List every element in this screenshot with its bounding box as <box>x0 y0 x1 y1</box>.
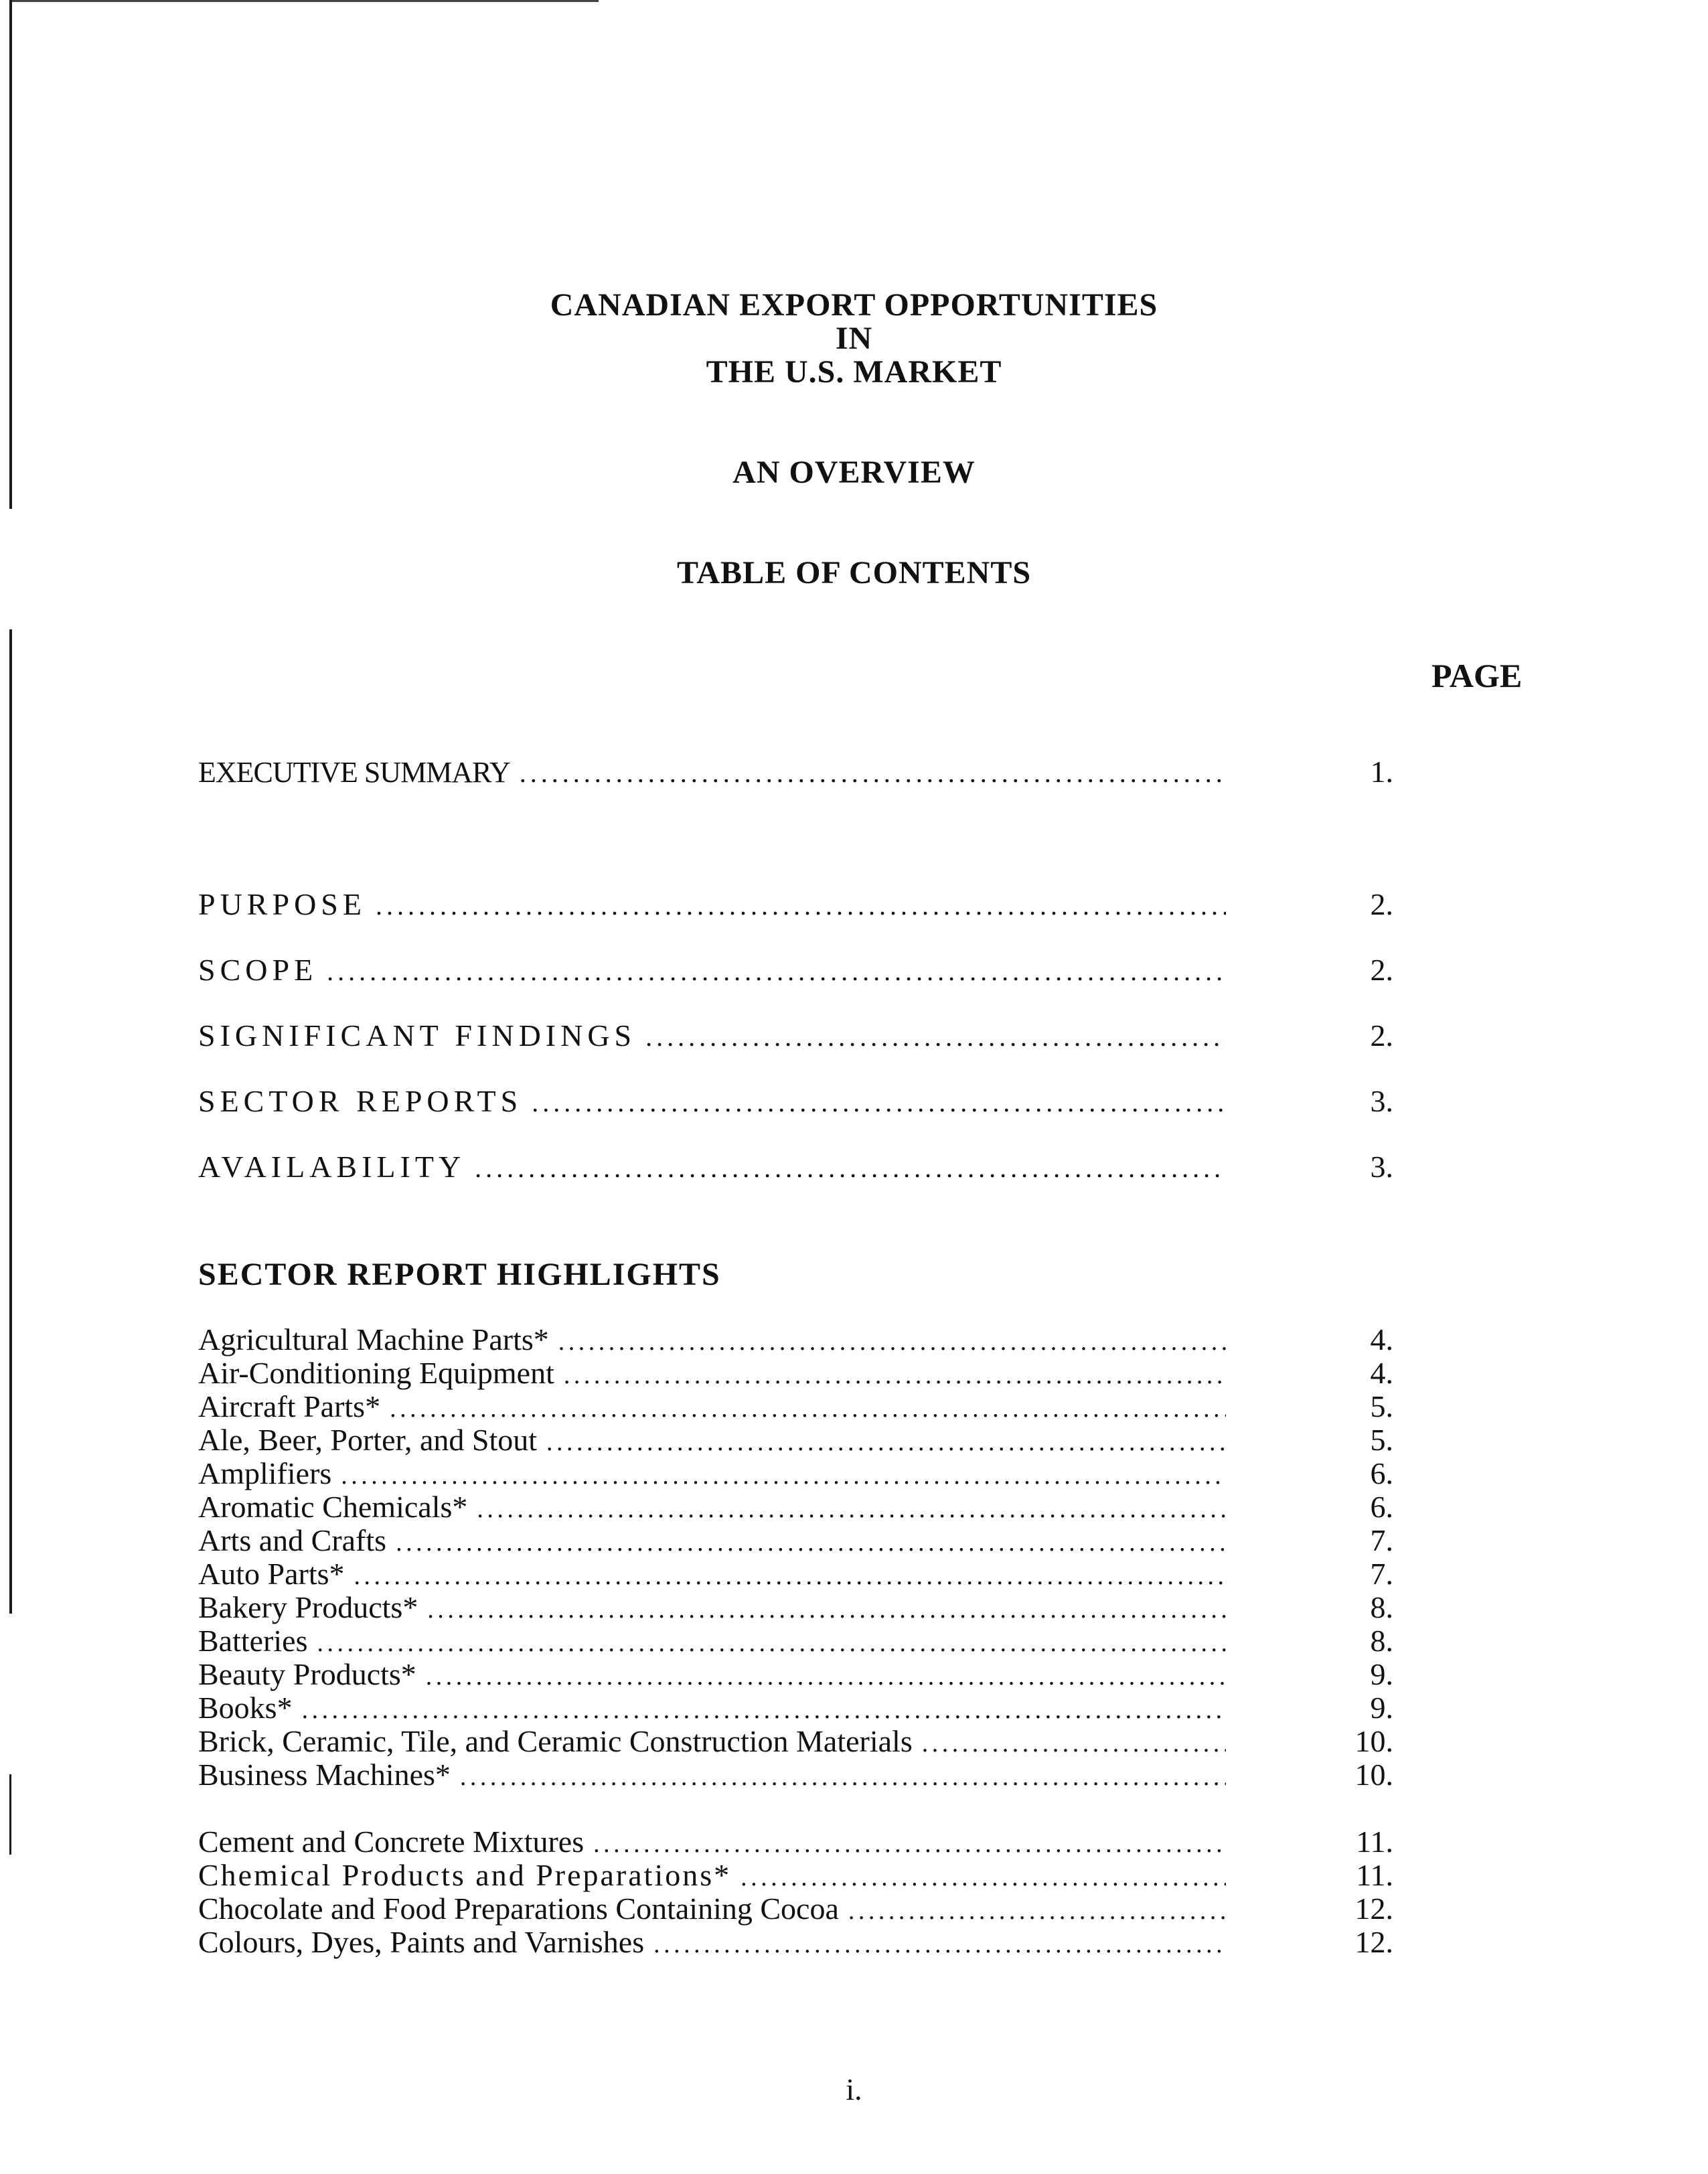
sector-entry <box>198 1893 1393 1924</box>
toc-entry-label: AVAILABILITY <box>198 1150 466 1184</box>
document-title-line-2: IN <box>835 321 873 356</box>
sector-entry-label: Ale, Beer, Porter, and Stout <box>198 1423 538 1457</box>
toc-entry <box>198 757 1393 787</box>
sector-entry <box>198 1458 1393 1489</box>
sector-entry-page: 12. <box>1354 1925 1393 1959</box>
page-column-label: PAGE <box>1431 657 1523 694</box>
sector-entry-label: Air-Conditioning Equipment <box>198 1356 554 1390</box>
leader-dots <box>653 1932 1226 1957</box>
sector-entry-page: 8. <box>1370 1624 1393 1658</box>
sector-entry-label: Aromatic Chemicals* <box>198 1490 468 1524</box>
leader-dots <box>558 1329 1226 1354</box>
sector-entry <box>198 1860 1393 1891</box>
page-number: i. <box>846 2072 862 2106</box>
sector-entry-label: Beauty Products* <box>198 1657 416 1691</box>
document-subtitle: AN OVERVIEW <box>732 455 976 490</box>
toc-entry-page: 3. <box>1370 1084 1393 1118</box>
leader-dots <box>477 1496 1226 1522</box>
sector-entry-label: Aircraft Parts* <box>198 1389 381 1423</box>
sector-entry <box>198 1927 1393 1958</box>
toc-entry-page: 1. <box>1370 755 1393 789</box>
toc-entry-label: SCOPE <box>198 953 318 987</box>
document-title-line-3: THE U.S. MARKET <box>706 354 1002 390</box>
sector-entry-page: 6. <box>1370 1490 1393 1524</box>
sector-entry-page: 10. <box>1354 1724 1393 1758</box>
sector-entry <box>198 1559 1393 1589</box>
toc-entry-label: SIGNIFICANT FINDINGS <box>198 1018 637 1053</box>
leader-dots <box>520 760 1226 787</box>
leader-dots <box>426 1664 1226 1689</box>
sector-entry-page: 5. <box>1370 1423 1393 1457</box>
sector-entry <box>198 1659 1393 1690</box>
leader-dots <box>327 958 1226 985</box>
scan-edge-left <box>9 629 12 1614</box>
leader-dots <box>922 1731 1226 1756</box>
sector-entry <box>198 1492 1393 1523</box>
sector-entry-label: Brick, Ceramic, Tile, and Ceramic Construction Materials <box>198 1724 913 1758</box>
toc-entry <box>198 1152 1393 1182</box>
sector-report-highlights-heading: SECTOR REPORT HIGHLIGHTS <box>198 1257 721 1292</box>
sector-entry-label: Colours, Dyes, Paints and Varnishes <box>198 1925 645 1959</box>
sector-entry-label: Agricultural Machine Parts* <box>198 1322 549 1356</box>
sector-entry-page: 9. <box>1370 1657 1393 1691</box>
toc-entry-page: 2. <box>1370 953 1393 987</box>
scan-edge-left <box>9 1774 11 1855</box>
leader-dots <box>390 1396 1226 1421</box>
sector-entry-label: Amplifiers <box>198 1456 332 1490</box>
leader-dots <box>427 1597 1226 1622</box>
sector-entry-page: 6. <box>1370 1456 1393 1490</box>
sector-entry-page: 7. <box>1370 1557 1393 1591</box>
leader-dots <box>317 1630 1227 1656</box>
toc-entry-label: SECTOR REPORTS <box>198 1084 523 1118</box>
toc-entry <box>198 955 1393 986</box>
sector-entry-page: 10. <box>1354 1758 1393 1792</box>
leader-dots <box>376 892 1226 919</box>
sector-entry-page: 12. <box>1354 1891 1393 1926</box>
sector-entry-page: 4. <box>1370 1322 1393 1356</box>
sector-entry <box>198 1324 1393 1355</box>
toc-entry-page: 2. <box>1370 887 1393 921</box>
leader-dots <box>396 1530 1226 1555</box>
toc-entry-page: 2. <box>1370 1018 1393 1053</box>
sector-entry <box>198 1391 1393 1422</box>
leader-dots <box>302 1697 1226 1723</box>
sector-entry-label: Auto Parts* <box>198 1557 345 1591</box>
toc-entry-page: 3. <box>1370 1150 1393 1184</box>
sector-entry <box>198 1525 1393 1556</box>
sector-entry <box>198 1726 1393 1757</box>
sector-entry-page: 4. <box>1370 1356 1393 1390</box>
sector-entry-label: Business Machines* <box>198 1758 451 1792</box>
sector-entry-label: Batteries <box>198 1624 308 1658</box>
sector-entry <box>198 1626 1393 1656</box>
document-title-line-1: CANADIAN EXPORT OPPORTUNITIES <box>550 287 1158 323</box>
leader-dots <box>341 1463 1226 1488</box>
sector-entry-label: Books* <box>198 1691 293 1725</box>
leader-dots <box>546 1429 1226 1455</box>
toc-entry <box>198 1086 1393 1117</box>
sector-entry-page: 5. <box>1370 1389 1393 1423</box>
sector-entry-page: 11. <box>1356 1824 1393 1859</box>
leader-dots <box>848 1898 1226 1924</box>
leader-dots <box>354 1563 1227 1589</box>
leader-dots <box>532 1089 1226 1116</box>
sector-entry-page: 9. <box>1370 1691 1393 1725</box>
sector-entry-page: 7. <box>1370 1523 1393 1557</box>
sector-entry-label: Arts and Crafts <box>198 1523 387 1557</box>
sector-entry-label: Cement and Concrete Mixtures <box>198 1824 585 1859</box>
leader-dots <box>741 1865 1226 1890</box>
sector-entry <box>198 1592 1393 1623</box>
leader-dots <box>593 1831 1226 1857</box>
sector-entry <box>198 1358 1393 1389</box>
scan-edge-top <box>9 0 599 2</box>
sector-entry <box>198 1693 1393 1723</box>
sector-entry-label: Chocolate and Food Preparations Containing Cocoa <box>198 1891 839 1926</box>
sector-entry-label: Bakery Products* <box>198 1590 418 1624</box>
sector-entry-page: 11. <box>1356 1858 1393 1892</box>
leader-dots <box>475 1155 1226 1182</box>
leader-dots <box>645 1024 1226 1051</box>
toc-entry-label: PURPOSE <box>198 887 366 921</box>
sector-entry <box>198 1760 1393 1790</box>
leader-dots <box>564 1363 1226 1388</box>
toc-entry-label: EXECUTIVE SUMMARY <box>198 756 510 789</box>
leader-dots <box>460 1764 1226 1790</box>
sector-entry <box>198 1425 1393 1456</box>
sector-entry-page: 8. <box>1370 1590 1393 1624</box>
toc-entry <box>198 889 1393 920</box>
toc-entry <box>198 1020 1393 1051</box>
toc-heading: TABLE OF CONTENTS <box>676 555 1032 591</box>
scan-edge-left <box>9 0 12 509</box>
sector-entry <box>198 1824 1393 1859</box>
sector-entry-label: Chemical Products and Preparations* <box>198 1858 732 1892</box>
